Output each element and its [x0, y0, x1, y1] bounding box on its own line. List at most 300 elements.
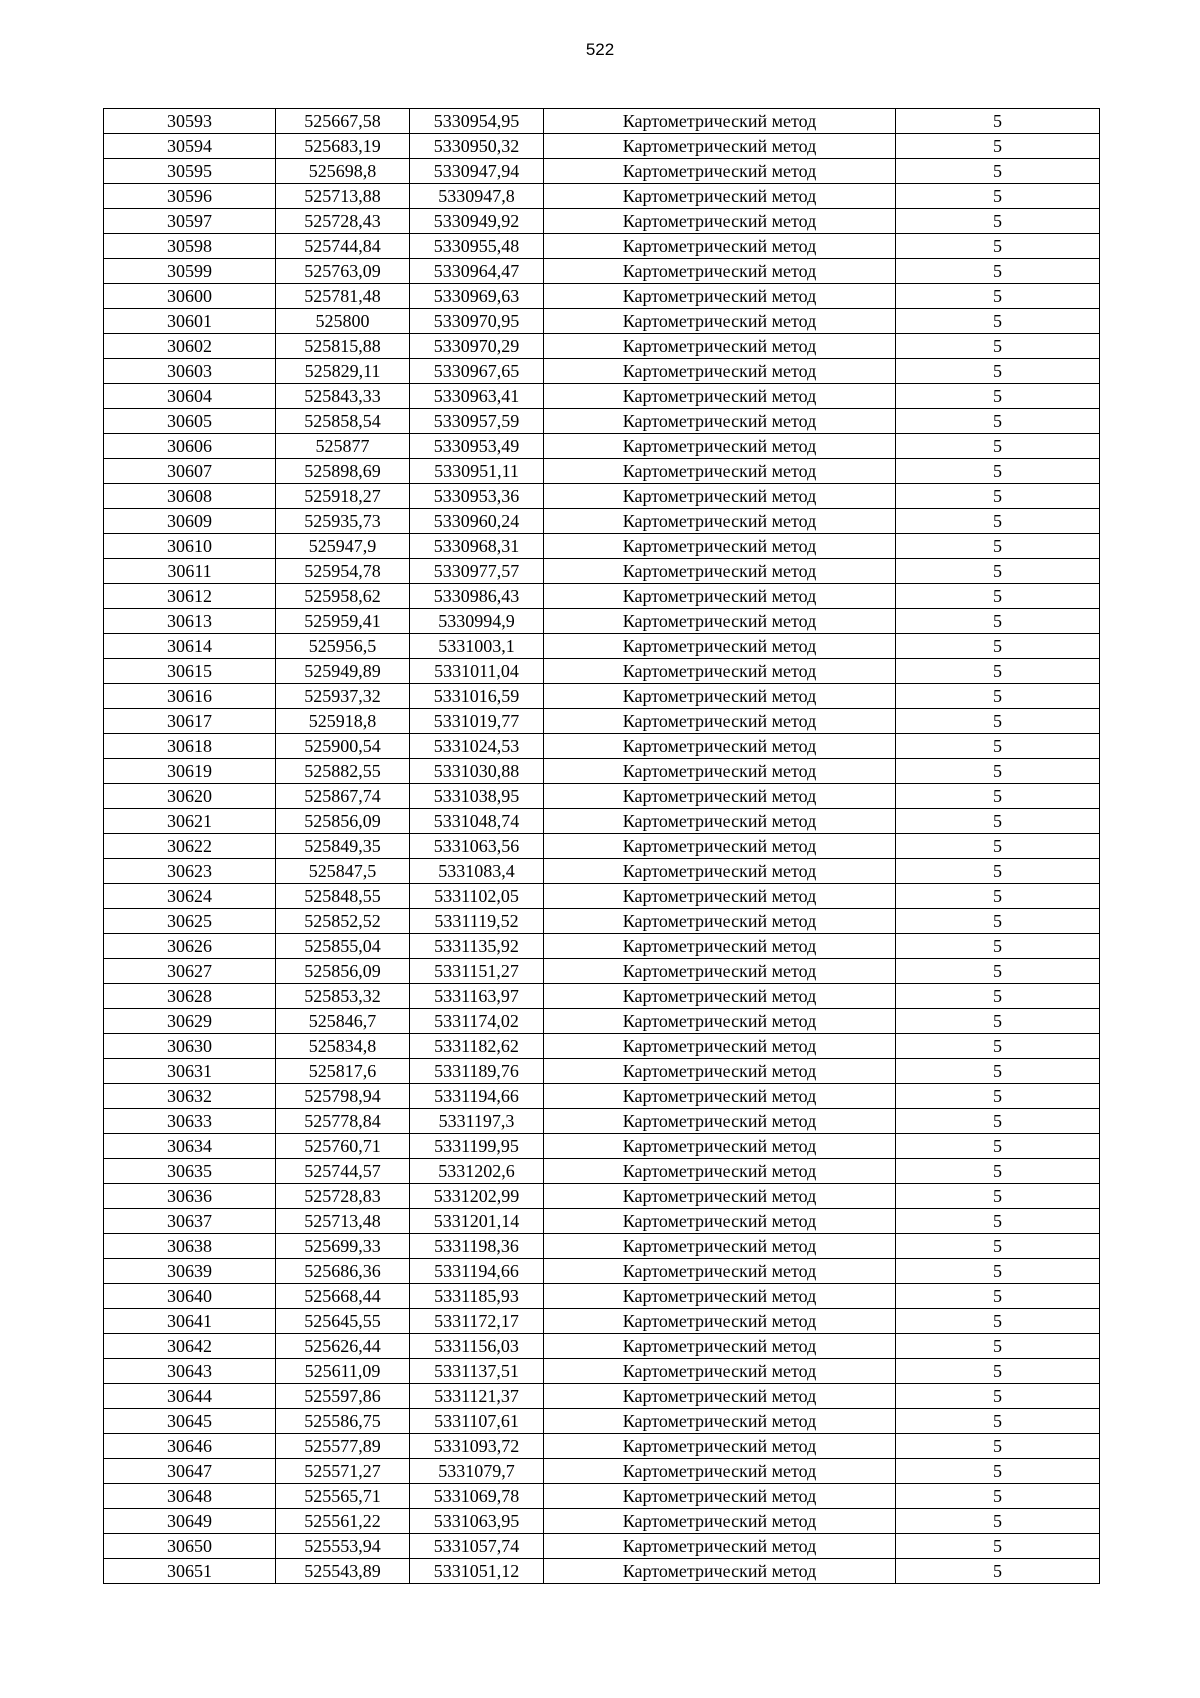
coordinate-x-cell: 525577,89: [276, 1434, 410, 1459]
method-cell: Картометрический метод: [544, 1259, 896, 1284]
coordinate-x-cell: 525778,84: [276, 1109, 410, 1134]
accuracy-cell: 5: [896, 984, 1100, 1009]
coordinate-y-cell: 5330967,65: [410, 359, 544, 384]
point-number-cell: 30597: [104, 209, 276, 234]
method-cell: Картометрический метод: [544, 1534, 896, 1559]
coordinate-x-cell: 525553,94: [276, 1534, 410, 1559]
point-number-cell: 30628: [104, 984, 276, 1009]
method-cell: Картометрический метод: [544, 534, 896, 559]
accuracy-cell: 5: [896, 459, 1100, 484]
coordinate-y-cell: 5331194,66: [410, 1259, 544, 1284]
method-cell: Картометрический метод: [544, 634, 896, 659]
point-number-cell: 30612: [104, 584, 276, 609]
table-row: [104, 134, 1100, 159]
accuracy-cell: 5: [896, 859, 1100, 884]
accuracy-cell: 5: [896, 1334, 1100, 1359]
coordinate-x-cell: 525947,9: [276, 534, 410, 559]
coordinate-y-cell: 5330949,92: [410, 209, 544, 234]
accuracy-cell: 5: [896, 309, 1100, 334]
table-row: [104, 384, 1100, 409]
table-row: [104, 909, 1100, 934]
accuracy-cell: 5: [896, 959, 1100, 984]
method-cell: Картометрический метод: [544, 709, 896, 734]
method-cell: Картометрический метод: [544, 1059, 896, 1084]
method-cell: Картометрический метод: [544, 609, 896, 634]
coordinate-x-cell: 525877: [276, 434, 410, 459]
point-number-cell: 30606: [104, 434, 276, 459]
coordinate-x-cell: 525853,32: [276, 984, 410, 1009]
point-number-cell: 30649: [104, 1509, 276, 1534]
accuracy-cell: 5: [896, 1559, 1100, 1584]
coordinate-x-cell: 525760,71: [276, 1134, 410, 1159]
table-row: [104, 1459, 1100, 1484]
accuracy-cell: 5: [896, 1359, 1100, 1384]
coordinate-x-cell: 525956,5: [276, 634, 410, 659]
coordinate-x-cell: 525949,89: [276, 659, 410, 684]
accuracy-cell: 5: [896, 259, 1100, 284]
method-cell: Картометрический метод: [544, 809, 896, 834]
method-cell: Картометрический метод: [544, 759, 896, 784]
method-cell: Картометрический метод: [544, 884, 896, 909]
table-row: [104, 409, 1100, 434]
coordinate-x-cell: 525882,55: [276, 759, 410, 784]
accuracy-cell: 5: [896, 434, 1100, 459]
coordinate-x-cell: 525848,55: [276, 884, 410, 909]
accuracy-cell: 5: [896, 1459, 1100, 1484]
coordinate-y-cell: 5331011,04: [410, 659, 544, 684]
coordinate-y-cell: 5331172,17: [410, 1309, 544, 1334]
accuracy-cell: 5: [896, 684, 1100, 709]
method-cell: Картометрический метод: [544, 1409, 896, 1434]
point-number-cell: 30626: [104, 934, 276, 959]
point-number-cell: 30595: [104, 159, 276, 184]
table-row: [104, 1159, 1100, 1184]
method-cell: Картометрический метод: [544, 334, 896, 359]
coordinate-x-cell: 525867,74: [276, 784, 410, 809]
accuracy-cell: 5: [896, 1309, 1100, 1334]
method-cell: Картометрический метод: [544, 959, 896, 984]
table-row: [104, 434, 1100, 459]
coordinate-x-cell: 525781,48: [276, 284, 410, 309]
point-number-cell: 30600: [104, 284, 276, 309]
coordinate-y-cell: 5330947,8: [410, 184, 544, 209]
method-cell: Картометрический метод: [544, 109, 896, 134]
point-number-cell: 30625: [104, 909, 276, 934]
coordinate-y-cell: 5331189,76: [410, 1059, 544, 1084]
table-row: [104, 1509, 1100, 1534]
accuracy-cell: 5: [896, 409, 1100, 434]
coordinate-x-cell: 525698,8: [276, 159, 410, 184]
method-cell: Картометрический метод: [544, 909, 896, 934]
coordinate-y-cell: 5330969,63: [410, 284, 544, 309]
accuracy-cell: 5: [896, 109, 1100, 134]
coordinate-x-cell: 525937,32: [276, 684, 410, 709]
table-row: [104, 1409, 1100, 1434]
accuracy-cell: 5: [896, 1234, 1100, 1259]
coordinate-x-cell: 525699,33: [276, 1234, 410, 1259]
coordinate-x-cell: 525846,7: [276, 1009, 410, 1034]
coordinate-y-cell: 5331156,03: [410, 1334, 544, 1359]
point-number-cell: 30639: [104, 1259, 276, 1284]
table-row: [104, 234, 1100, 259]
coordinate-x-cell: 525959,41: [276, 609, 410, 634]
method-cell: Картометрический метод: [544, 259, 896, 284]
page-number: 522: [585, 40, 615, 59]
accuracy-cell: 5: [896, 784, 1100, 809]
coordinate-y-cell: 5330954,95: [410, 109, 544, 134]
coordinate-x-cell: 525626,44: [276, 1334, 410, 1359]
point-number-cell: 30622: [104, 834, 276, 859]
coordinate-y-cell: 5331051,12: [410, 1559, 544, 1584]
coordinate-y-cell: 5330960,24: [410, 509, 544, 534]
coordinate-y-cell: 5331197,3: [410, 1109, 544, 1134]
point-number-cell: 30605: [104, 409, 276, 434]
coordinate-y-cell: 5331030,88: [410, 759, 544, 784]
table-row: [104, 834, 1100, 859]
method-cell: Картометрический метод: [544, 1559, 896, 1584]
coordinate-x-cell: 525744,57: [276, 1159, 410, 1184]
accuracy-cell: 5: [896, 1059, 1100, 1084]
point-number-cell: 30630: [104, 1034, 276, 1059]
accuracy-cell: 5: [896, 1434, 1100, 1459]
coordinate-y-cell: 5331093,72: [410, 1434, 544, 1459]
accuracy-cell: 5: [896, 334, 1100, 359]
accuracy-cell: 5: [896, 1534, 1100, 1559]
point-number-cell: 30640: [104, 1284, 276, 1309]
coordinate-x-cell: 525900,54: [276, 734, 410, 759]
table-row: [104, 209, 1100, 234]
table-row: [104, 1034, 1100, 1059]
point-number-cell: 30637: [104, 1209, 276, 1234]
accuracy-cell: 5: [896, 1034, 1100, 1059]
accuracy-cell: 5: [896, 1084, 1100, 1109]
coordinate-y-cell: 5331083,4: [410, 859, 544, 884]
coordinate-x-cell: 525898,69: [276, 459, 410, 484]
table-row: [104, 1384, 1100, 1409]
coordinate-x-cell: 525829,11: [276, 359, 410, 384]
table-row: [104, 109, 1100, 134]
method-cell: Картометрический метод: [544, 734, 896, 759]
table-row: [104, 334, 1100, 359]
method-cell: Картометрический метод: [544, 1109, 896, 1134]
coordinate-x-cell: 525935,73: [276, 509, 410, 534]
method-cell: Картометрический метод: [544, 1209, 896, 1234]
method-cell: Картометрический метод: [544, 659, 896, 684]
coordinate-y-cell: 5331163,97: [410, 984, 544, 1009]
table-row: [104, 934, 1100, 959]
point-number-cell: 30604: [104, 384, 276, 409]
accuracy-cell: 5: [896, 709, 1100, 734]
point-number-cell: 30638: [104, 1234, 276, 1259]
table-row: [104, 1009, 1100, 1034]
table-row: [104, 1259, 1100, 1284]
coordinate-y-cell: 5331024,53: [410, 734, 544, 759]
table-row: [104, 959, 1100, 984]
table-row: [104, 534, 1100, 559]
coordinate-y-cell: 5331038,95: [410, 784, 544, 809]
method-cell: Картометрический метод: [544, 134, 896, 159]
point-number-cell: 30621: [104, 809, 276, 834]
coordinate-y-cell: 5331202,99: [410, 1184, 544, 1209]
point-number-cell: 30641: [104, 1309, 276, 1334]
method-cell: Картометрический метод: [544, 184, 896, 209]
table-row: [104, 484, 1100, 509]
table-row: [104, 1309, 1100, 1334]
table-row: [104, 584, 1100, 609]
accuracy-cell: 5: [896, 934, 1100, 959]
accuracy-cell: 5: [896, 734, 1100, 759]
accuracy-cell: 5: [896, 1159, 1100, 1184]
point-number-cell: 30613: [104, 609, 276, 634]
table-row: [104, 459, 1100, 484]
point-number-cell: 30619: [104, 759, 276, 784]
table-row: [104, 1434, 1100, 1459]
accuracy-cell: 5: [896, 634, 1100, 659]
coordinate-y-cell: 5331048,74: [410, 809, 544, 834]
coordinate-y-cell: 5331019,77: [410, 709, 544, 734]
method-cell: Картометрический метод: [544, 1434, 896, 1459]
coordinate-x-cell: 525668,44: [276, 1284, 410, 1309]
point-number-cell: 30620: [104, 784, 276, 809]
point-number-cell: 30629: [104, 1009, 276, 1034]
method-cell: Картометрический метод: [544, 159, 896, 184]
coordinate-y-cell: 5331079,7: [410, 1459, 544, 1484]
table-row: [104, 709, 1100, 734]
point-number-cell: 30636: [104, 1184, 276, 1209]
coordinate-x-cell: 525667,58: [276, 109, 410, 134]
table-row: [104, 734, 1100, 759]
coordinate-y-cell: 5331135,92: [410, 934, 544, 959]
point-number-cell: 30614: [104, 634, 276, 659]
point-number-cell: 30624: [104, 884, 276, 909]
point-number-cell: 30648: [104, 1484, 276, 1509]
point-number-cell: 30609: [104, 509, 276, 534]
table-row: [104, 1134, 1100, 1159]
coordinate-x-cell: 525815,88: [276, 334, 410, 359]
coordinate-x-cell: 525855,04: [276, 934, 410, 959]
table-row: [104, 1534, 1100, 1559]
accuracy-cell: 5: [896, 559, 1100, 584]
method-cell: Картометрический метод: [544, 584, 896, 609]
coordinate-y-cell: 5330957,59: [410, 409, 544, 434]
point-number-cell: 30643: [104, 1359, 276, 1384]
method-cell: Картометрический метод: [544, 359, 896, 384]
point-number-cell: 30635: [104, 1159, 276, 1184]
accuracy-cell: 5: [896, 759, 1100, 784]
coordinate-y-cell: 5330951,11: [410, 459, 544, 484]
method-cell: Картометрический метод: [544, 1134, 896, 1159]
point-number-cell: 30631: [104, 1059, 276, 1084]
coordinate-y-cell: 5330953,36: [410, 484, 544, 509]
table-row: [104, 859, 1100, 884]
method-cell: Картометрический метод: [544, 284, 896, 309]
coordinate-y-cell: 5331198,36: [410, 1234, 544, 1259]
method-cell: Картометрический метод: [544, 559, 896, 584]
method-cell: Картометрический метод: [544, 1009, 896, 1034]
table-row: [104, 809, 1100, 834]
method-cell: Картометрический метод: [544, 684, 896, 709]
coordinate-x-cell: 525856,09: [276, 809, 410, 834]
accuracy-cell: 5: [896, 234, 1100, 259]
point-number-cell: 30596: [104, 184, 276, 209]
method-cell: Картометрический метод: [544, 459, 896, 484]
coordinate-y-cell: 5331057,74: [410, 1534, 544, 1559]
table-row: [104, 309, 1100, 334]
coordinate-x-cell: 525728,83: [276, 1184, 410, 1209]
coordinate-x-cell: 525834,8: [276, 1034, 410, 1059]
coordinate-x-cell: 525800: [276, 309, 410, 334]
coordinate-y-cell: 5331137,51: [410, 1359, 544, 1384]
accuracy-cell: 5: [896, 1209, 1100, 1234]
point-number-cell: 30645: [104, 1409, 276, 1434]
coordinate-y-cell: 5330970,29: [410, 334, 544, 359]
method-cell: Картометрический метод: [544, 784, 896, 809]
method-cell: Картометрический метод: [544, 1159, 896, 1184]
point-number-cell: 30602: [104, 334, 276, 359]
method-cell: Картометрический метод: [544, 1284, 896, 1309]
method-cell: Картометрический метод: [544, 1484, 896, 1509]
point-number-cell: 30647: [104, 1459, 276, 1484]
accuracy-cell: 5: [896, 209, 1100, 234]
coordinate-y-cell: 5330963,41: [410, 384, 544, 409]
coordinate-y-cell: 5330968,31: [410, 534, 544, 559]
accuracy-cell: 5: [896, 1009, 1100, 1034]
method-cell: Картометрический метод: [544, 484, 896, 509]
method-cell: Картометрический метод: [544, 1034, 896, 1059]
point-number-cell: 30650: [104, 1534, 276, 1559]
table-row: [104, 509, 1100, 534]
coordinate-x-cell: 525798,94: [276, 1084, 410, 1109]
table-row: [104, 1084, 1100, 1109]
accuracy-cell: 5: [896, 809, 1100, 834]
method-cell: Картометрический метод: [544, 1084, 896, 1109]
accuracy-cell: 5: [896, 659, 1100, 684]
point-number-cell: 30646: [104, 1434, 276, 1459]
coordinate-x-cell: 525817,6: [276, 1059, 410, 1084]
accuracy-cell: 5: [896, 584, 1100, 609]
point-number-cell: 30642: [104, 1334, 276, 1359]
accuracy-cell: 5: [896, 834, 1100, 859]
method-cell: Картометрический метод: [544, 1384, 896, 1409]
method-cell: Картометрический метод: [544, 834, 896, 859]
coordinate-x-cell: 525856,09: [276, 959, 410, 984]
point-number-cell: 30651: [104, 1559, 276, 1584]
coordinate-y-cell: 5330953,49: [410, 434, 544, 459]
coordinate-x-cell: 525686,36: [276, 1259, 410, 1284]
point-number-cell: 30623: [104, 859, 276, 884]
point-number-cell: 30611: [104, 559, 276, 584]
table-row: [104, 759, 1100, 784]
point-number-cell: 30593: [104, 109, 276, 134]
method-cell: Картометрический метод: [544, 1234, 896, 1259]
coordinate-x-cell: 525843,33: [276, 384, 410, 409]
coordinate-y-cell: 5331151,27: [410, 959, 544, 984]
method-cell: Картометрический метод: [544, 934, 896, 959]
method-cell: Картометрический метод: [544, 509, 896, 534]
coordinate-x-cell: 525713,48: [276, 1209, 410, 1234]
table-row: [104, 1059, 1100, 1084]
point-number-cell: 30618: [104, 734, 276, 759]
coordinate-x-cell: 525744,84: [276, 234, 410, 259]
coordinate-y-cell: 5331119,52: [410, 909, 544, 934]
coordinate-y-cell: 5330947,94: [410, 159, 544, 184]
method-cell: Картометрический метод: [544, 309, 896, 334]
coordinate-x-cell: 525586,75: [276, 1409, 410, 1434]
table-row: [104, 634, 1100, 659]
coordinates-table-body: [104, 109, 1100, 1584]
coordinate-y-cell: 5331194,66: [410, 1084, 544, 1109]
coordinate-x-cell: 525683,19: [276, 134, 410, 159]
point-number-cell: 30632: [104, 1084, 276, 1109]
point-number-cell: 30610: [104, 534, 276, 559]
point-number-cell: 30598: [104, 234, 276, 259]
coordinate-y-cell: 5330986,43: [410, 584, 544, 609]
table-row: [104, 1559, 1100, 1584]
table-row: [104, 784, 1100, 809]
coordinate-y-cell: 5331063,95: [410, 1509, 544, 1534]
accuracy-cell: 5: [896, 1384, 1100, 1409]
coordinate-x-cell: 525565,71: [276, 1484, 410, 1509]
coordinate-y-cell: 5331174,02: [410, 1009, 544, 1034]
coordinate-y-cell: 5331003,1: [410, 634, 544, 659]
coordinate-y-cell: 5331107,61: [410, 1409, 544, 1434]
coordinate-x-cell: 525918,8: [276, 709, 410, 734]
table-row: [104, 1234, 1100, 1259]
point-number-cell: 30617: [104, 709, 276, 734]
table-row: [104, 1209, 1100, 1234]
coordinate-y-cell: 5331185,93: [410, 1284, 544, 1309]
method-cell: Картометрический метод: [544, 1334, 896, 1359]
accuracy-cell: 5: [896, 1509, 1100, 1534]
point-number-cell: 30633: [104, 1109, 276, 1134]
point-number-cell: 30644: [104, 1384, 276, 1409]
coordinate-y-cell: 5331069,78: [410, 1484, 544, 1509]
method-cell: Картометрический метод: [544, 209, 896, 234]
coordinate-y-cell: 5330970,95: [410, 309, 544, 334]
method-cell: Картометрический метод: [544, 1459, 896, 1484]
accuracy-cell: 5: [896, 284, 1100, 309]
coordinate-x-cell: 525858,54: [276, 409, 410, 434]
coordinate-y-cell: 5330964,47: [410, 259, 544, 284]
coordinate-x-cell: 525597,86: [276, 1384, 410, 1409]
coordinate-y-cell: 5330955,48: [410, 234, 544, 259]
method-cell: Картометрический метод: [544, 234, 896, 259]
accuracy-cell: 5: [896, 1259, 1100, 1284]
coordinate-x-cell: 525958,62: [276, 584, 410, 609]
accuracy-cell: 5: [896, 359, 1100, 384]
coordinate-x-cell: 525918,27: [276, 484, 410, 509]
method-cell: Картометрический метод: [544, 984, 896, 1009]
coordinate-x-cell: 525728,43: [276, 209, 410, 234]
coordinate-x-cell: 525645,55: [276, 1309, 410, 1334]
coordinate-y-cell: 5330950,32: [410, 134, 544, 159]
accuracy-cell: 5: [896, 1284, 1100, 1309]
table-row: [104, 284, 1100, 309]
method-cell: Картометрический метод: [544, 1309, 896, 1334]
coordinate-x-cell: 525713,88: [276, 184, 410, 209]
method-cell: Картометрический метод: [544, 1359, 896, 1384]
coordinate-y-cell: 5331121,37: [410, 1384, 544, 1409]
accuracy-cell: 5: [896, 184, 1100, 209]
accuracy-cell: 5: [896, 884, 1100, 909]
table-row: [104, 1359, 1100, 1384]
coordinate-x-cell: 525571,27: [276, 1459, 410, 1484]
table-row: [104, 1284, 1100, 1309]
accuracy-cell: 5: [896, 509, 1100, 534]
table-row: [104, 1484, 1100, 1509]
coordinate-y-cell: 5331201,14: [410, 1209, 544, 1234]
point-number-cell: 30599: [104, 259, 276, 284]
